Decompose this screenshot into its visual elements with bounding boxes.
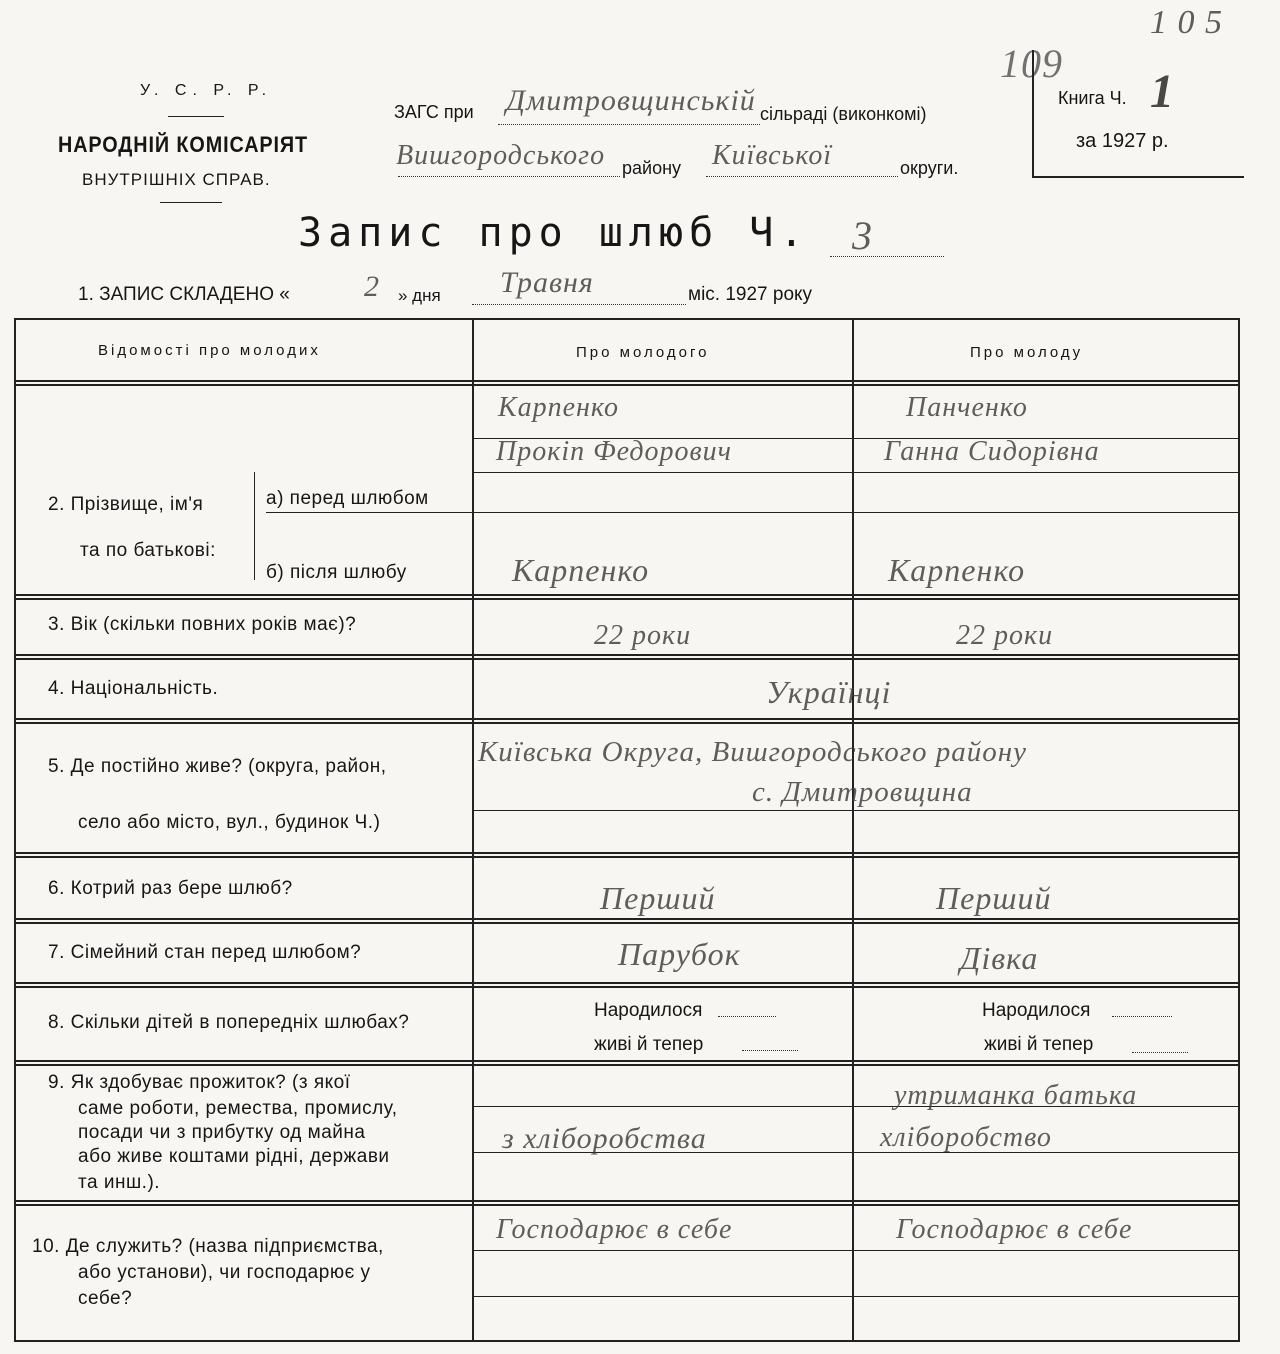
okrug-underline (706, 176, 898, 177)
zags-name: Дмитровщинській (506, 84, 756, 117)
groom-surname: Карпенко (498, 392, 619, 423)
groom-marriage-count: Перший (600, 880, 716, 916)
book-number: 1 (1150, 65, 1175, 118)
commissariat-title: НАРОДНІЙ КОМІСАРІЯТ (58, 132, 309, 157)
zags-underline (498, 124, 760, 125)
record-day: 2 (364, 270, 380, 303)
bride-livelihood-2: хліборобство (880, 1122, 1052, 1153)
sub-line (472, 1296, 1238, 1297)
dotted-field (1112, 1016, 1172, 1017)
okrug-label: округи. (900, 158, 959, 178)
record-month-underline (472, 304, 686, 305)
service-label-2: або установи), чи господарює у (78, 1262, 371, 1283)
bride-given-names: Ганна Сидорівна (884, 436, 1100, 467)
ussr-header: У. С. Р. Р. (140, 82, 273, 99)
record-label-mid: » дня (398, 286, 441, 305)
groom-family-status: Парубок (618, 936, 741, 972)
bride-marriage-count: Перший (936, 880, 1052, 916)
internal-affairs: ВНУТРІШНІХ СПРАВ. (82, 170, 271, 189)
name-label-2: та по батькові: (80, 540, 216, 561)
district-underline (398, 176, 620, 177)
groom-livelihood: з хліборобства (502, 1122, 707, 1155)
row-separator (14, 918, 1240, 920)
row-separator (14, 658, 1240, 660)
title-number: 3 (852, 213, 873, 258)
livelihood-label-2: саме роботи, ремества, промислу, (78, 1098, 398, 1119)
livelihood-label: 9. Як здобуває прожиток? (з якої (48, 1072, 351, 1093)
marriage-count-label: 6. Котрий раз бере шлюб? (48, 878, 293, 899)
groom-given-names: Прокіп Федорович (496, 436, 733, 467)
bride-service: Господарює в себе (896, 1214, 1133, 1245)
after-marriage-label: б) після шлюбу (266, 562, 407, 583)
age-label: 3. Вік (скільки повних років має)? (48, 614, 357, 635)
bride-family-status: Дівка (960, 940, 1039, 976)
row-separator (14, 1064, 1240, 1066)
row-separator (14, 384, 1240, 386)
header-groom: Про молодого (576, 344, 710, 361)
row-separator (14, 856, 1240, 858)
livelihood-label-3: посади чи з прибутку од майна (78, 1122, 366, 1143)
nationality-label: 4. Національність. (48, 678, 219, 699)
groom-children-alive: живі й тепер (594, 1034, 704, 1055)
divider (168, 116, 224, 117)
row-separator (14, 852, 1240, 854)
bride-surname-after: Карпенко (888, 552, 1026, 588)
header-bride: Про молоду (970, 344, 1084, 361)
row-separator (14, 718, 1240, 720)
row-separator (14, 1200, 1240, 1202)
groom-service: Господарює в себе (496, 1214, 733, 1245)
dotted-field (742, 1050, 798, 1051)
row-separator (14, 380, 1240, 382)
book-label: Книга Ч. (1058, 88, 1127, 108)
book-year: за 1927 р. (1076, 130, 1169, 152)
row-separator (14, 654, 1240, 656)
district-name: Вишгородського (396, 140, 606, 171)
record-label-end: міс. 1927 року (688, 284, 813, 305)
title-underline (830, 256, 944, 257)
row-separator (14, 1060, 1240, 1062)
corner-number: 1 0 5 (1150, 4, 1223, 41)
dotted-field (1132, 1052, 1188, 1053)
children-label: 8. Скільки дітей в попередніх шлюбах? (48, 1012, 410, 1033)
record-month: Травня (500, 266, 594, 299)
residence-label: 5. Де постійно живе? (округа, район, (48, 756, 387, 777)
sub-line (472, 1250, 1238, 1251)
record-label-start: 1. ЗАПИС СКЛАДЕНО « (78, 284, 290, 305)
bride-age: 22 роки (956, 620, 1054, 651)
dotted-field (718, 1016, 776, 1017)
service-label-3: себе? (78, 1288, 133, 1309)
livelihood-label-4: або живе коштами рідні, держави (78, 1146, 390, 1167)
row-separator (14, 1204, 1240, 1206)
bride-children-born: Народилося (982, 1000, 1091, 1021)
row-separator (14, 922, 1240, 924)
service-label: 10. Де служить? (назва підприємства, (32, 1236, 384, 1257)
nationality-value: Українці (766, 674, 892, 710)
table-border-top (14, 318, 1240, 320)
bracket (254, 472, 255, 580)
page-title: Запис про шлюб Ч. (298, 210, 810, 256)
family-status-label: 7. Сімейний стан перед шлюбом? (48, 942, 362, 963)
name-label: 2. Прізвище, ім'я (48, 494, 204, 515)
district-label: району (622, 158, 682, 178)
table-border-right (1238, 318, 1240, 1340)
row-separator (14, 598, 1240, 600)
zags-prefix: ЗАГС при (394, 102, 474, 122)
residence-village: с. Дмитровщина (752, 776, 973, 808)
okrug-name: Київської (712, 140, 833, 171)
groom-age: 22 роки (594, 620, 692, 651)
sub-line (266, 512, 1238, 513)
divider (160, 202, 222, 203)
corner-scribble: 109 (1000, 41, 1063, 86)
bride-children-alive: живі й тепер (984, 1034, 1094, 1055)
residence-value: Київська Округа, Вишгородського району (478, 736, 1028, 768)
book-box (1032, 50, 1244, 178)
row-separator (14, 722, 1240, 724)
table-border-bottom (14, 1340, 1240, 1342)
groom-surname-after: Карпенко (512, 552, 650, 588)
bride-livelihood: утриманка батька (894, 1080, 1138, 1111)
header-info: Відомості про молодих (98, 342, 321, 359)
zags-suffix: сільраді (виконкомі) (760, 104, 927, 124)
sub-line (472, 810, 1238, 811)
row-separator (14, 986, 1240, 988)
table-border-left (14, 318, 16, 1340)
before-marriage-label: а) перед шлюбом (266, 488, 429, 509)
row-separator (14, 594, 1240, 596)
sub-line (472, 472, 1238, 473)
groom-children-born: Народилося (594, 1000, 703, 1021)
row-separator (14, 982, 1240, 984)
residence-label-2: село або місто, вул., будинок Ч.) (78, 812, 381, 833)
livelihood-label-5: та инш.). (78, 1172, 161, 1193)
bride-surname: Панченко (906, 392, 1028, 423)
